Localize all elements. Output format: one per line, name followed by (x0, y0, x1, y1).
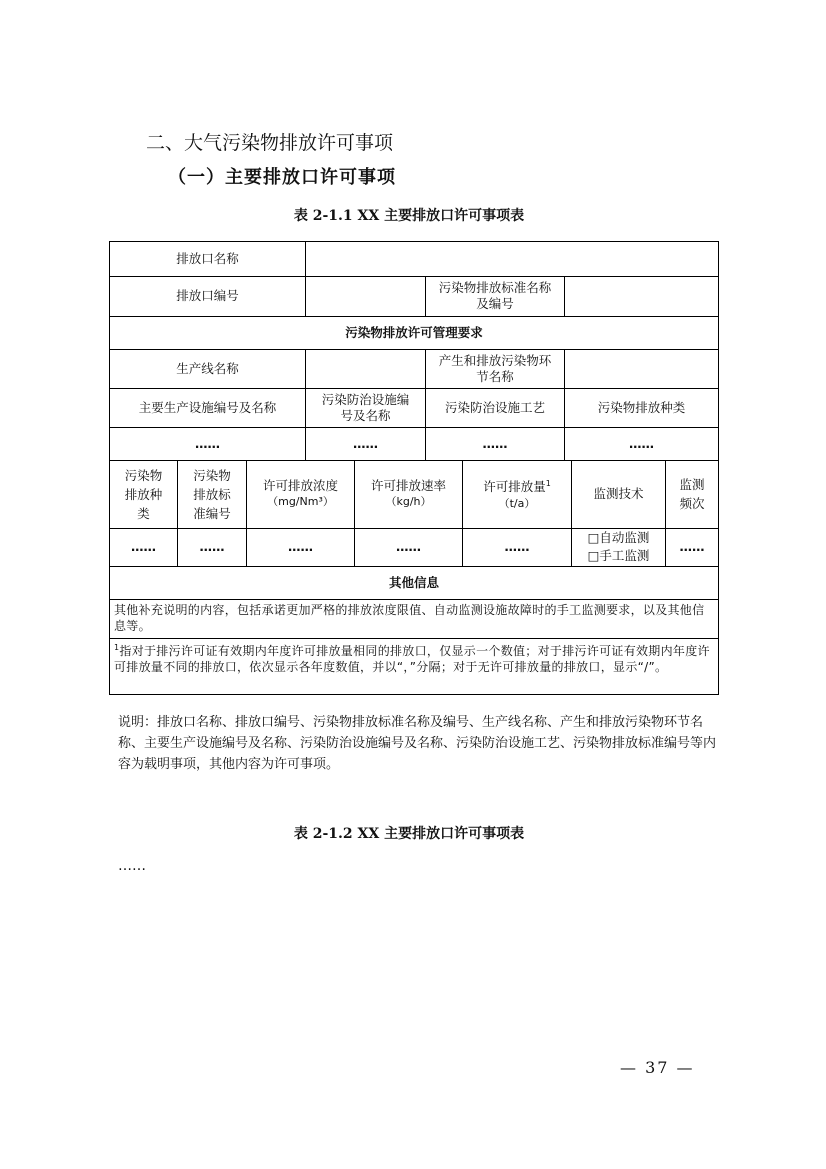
trailing-ellipsis: …… (118, 858, 146, 874)
col-concentration-unit: （mg/Nm³） (267, 495, 334, 508)
management-section-title: 污染物排放许可管理要求 (345, 324, 483, 340)
control-process-label: 污染防治设施工艺 (444, 399, 545, 415)
ellipsis-cell: …… (504, 539, 530, 554)
auto-monitor-checkbox[interactable]: □自动监测 (587, 530, 650, 545)
outlet-code-label: 排放口编号 (176, 288, 239, 303)
page-number: — 37 — (620, 1058, 695, 1077)
footnote-marker: 1 (114, 643, 120, 652)
ellipsis-cell: …… (288, 539, 313, 554)
footnote-text: 指对于排污许可证有效期内年度许可排放量相同的排放口，仅显示一个数值；对于排污许可证有效期内年度许可排放量不同的排放口，依次显示各年度数值，并以“，”分隔；对于无许可排放量的排放口，显示“/”。 (114, 644, 710, 674)
manual-monitor-checkbox[interactable]: □手工监测 (587, 548, 650, 563)
col-concentration (247, 460, 354, 528)
col-amount-footnote-marker: 1 (545, 479, 551, 489)
col-amount-unit: （t/a） (498, 496, 536, 510)
outlet-code-value (306, 276, 425, 316)
monitor-options (572, 528, 665, 566)
ellipsis-cell: …… (195, 435, 220, 451)
other-info-title: 其他信息 (388, 574, 439, 590)
col-monitor-freq: 监测频次 (679, 477, 705, 511)
col-rate-unit: （kg/h） (385, 495, 432, 508)
ellipsis-cell: …… (482, 435, 508, 451)
ellipsis-cell: …… (629, 435, 654, 451)
line-name-value (306, 349, 425, 388)
outlet-name-value (306, 242, 718, 276)
permit-table (109, 241, 719, 695)
pollutant-type-label: 污染物排放种类 (597, 399, 686, 415)
col-rate (355, 460, 462, 528)
col-concentration-label: 许可排放浓度 (262, 478, 338, 493)
outlet-name-label: 排放口名称 (176, 251, 239, 266)
ellipsis-cell: …… (396, 539, 421, 554)
ellipsis-cell: …… (199, 539, 225, 554)
control-facility-label: 污染防治设施编号及名称 (321, 391, 410, 423)
col-rate-label: 许可排放速率 (370, 478, 446, 493)
subsection-heading: （一）主要排放口许可事项 (168, 167, 396, 188)
line-name-label: 生产线名称 (176, 360, 239, 376)
section-heading: 二、大气污染物排放许可事项 (146, 132, 394, 154)
facility-label: 主要生产设施编号及名称 (138, 399, 277, 415)
process-label: 产生和排放污染物环节名称 (438, 352, 552, 384)
process-value (565, 349, 718, 388)
standard-value (565, 276, 718, 316)
table-caption-2: 表 2-1.2 XX 主要排放口许可事项表 (293, 826, 525, 842)
ellipsis-cell: …… (131, 539, 156, 554)
col-amount-label: 许可排放量 (483, 479, 546, 495)
table-caption-1: 表 2-1.1 XX 主要排放口许可事项表 (293, 208, 525, 224)
ellipsis-cell: …… (353, 435, 378, 451)
standard-label: 污染物排放标准名称及编号 (438, 280, 552, 311)
footnote (110, 640, 718, 695)
explanatory-note: 说明：排放口名称、排放口编号、污染物排放标准名称及编号、生产线名称、产生和排放污染物环节名称、主要生产设施编号及名称、污染防治设施编号及名称、污染防治设施工艺、污染物排放标准编号等内容为载明事项，其他内容为许可事项。 (118, 715, 717, 772)
col-amount (463, 460, 571, 528)
col-standard-code: 污染物排放标准编号 (193, 467, 231, 521)
other-info-text: 其他补充说明的内容，包括承诺更加严格的排放浓度限值、自动监测设施故障时的手工监测要求，以及其他信息等。 (114, 603, 705, 633)
col-pollutant-type: 污染物排放种类 (124, 467, 163, 521)
ellipsis-cell: …… (679, 539, 705, 554)
col-monitor-tech: 监测技术 (593, 486, 644, 501)
